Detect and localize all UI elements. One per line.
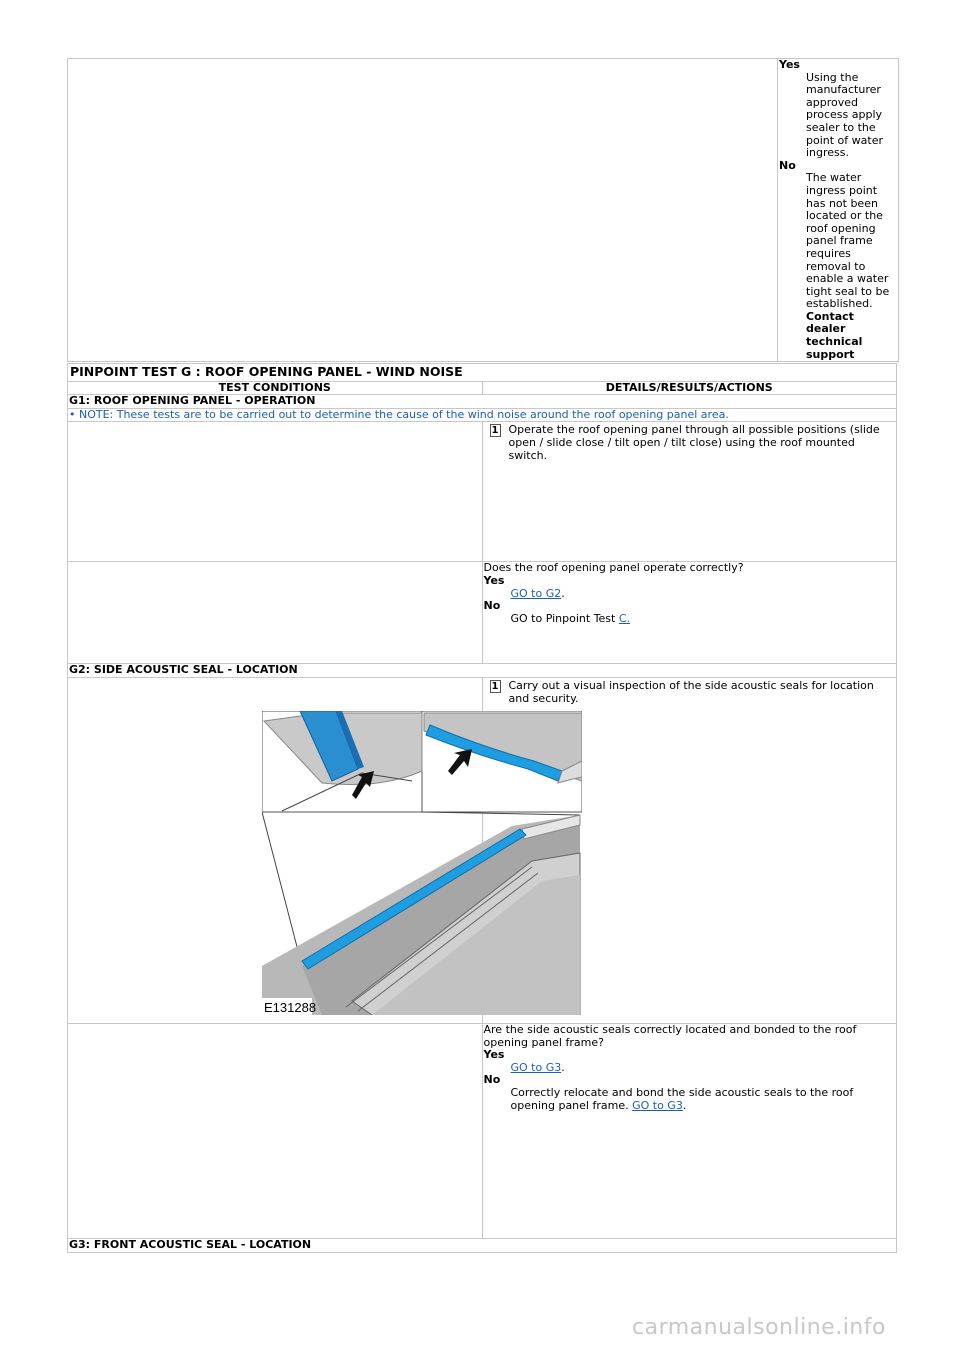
g2-no-action (484, 1087, 896, 1112)
yes-label: Yes (483, 573, 505, 587)
yes-label: Yes (483, 1048, 505, 1062)
g1-result-condition-cell (68, 562, 483, 664)
g1-result-cell (482, 562, 897, 664)
contact-dealer-text: Contact dealer technical support (806, 309, 863, 361)
previous-test-table (67, 58, 899, 362)
g3-heading: G3: FRONT ACOUSTIC SEAL - LOCATION (68, 1238, 897, 1252)
g2-question: Are the side acoustic seals correctly located and bonded to the roof opening panel frame? (483, 1022, 857, 1049)
g1-no-action (484, 613, 896, 626)
go-to-g2-link[interactable]: GO to G2 (510, 586, 562, 600)
punctuation: . (682, 1098, 687, 1112)
step-number: 1 (490, 680, 501, 693)
test-title: PINPOINT TEST G : ROOF OPENING PANEL - WIND NOISE (68, 364, 897, 382)
figure-code: E131288 (264, 1000, 317, 1015)
leader-line (262, 812, 302, 966)
g2-yes-action (484, 1062, 896, 1075)
g1-no-text: GO to Pinpoint Test (510, 611, 616, 625)
no-label: No (483, 599, 501, 613)
col-header-details-text: DETAILS/RESULTS/ACTIONS (605, 380, 773, 394)
yes-text: Using the manufacturer approved process apply sealer to the point of water ingress. (806, 70, 883, 160)
g2-result-cell (482, 1023, 897, 1238)
g1-note: • NOTE: These tests are to be carried out to determine the cause of the wind noise around the roof opening panel area. (68, 408, 897, 422)
g2-result-condition-cell (68, 1023, 483, 1238)
g1-yes-action (484, 588, 896, 601)
punctuation: . (561, 586, 565, 600)
g1-heading: G1: ROOF OPENING PANEL - OPERATION (68, 395, 897, 409)
g1-step-text: Operate the roof opening panel through all possible positions (slide open / slide close / tilt open / tilt close) using the roof mounted switch. (508, 423, 880, 462)
col-header-details (482, 381, 897, 395)
no-label: No (779, 158, 796, 172)
details-cell (778, 59, 899, 362)
step-number: 1 (490, 424, 501, 437)
g2-heading: G2: SIDE ACOUSTIC SEAL - LOCATION (68, 664, 897, 678)
g2-no-text: Correctly relocate and bond the side acoustic seals to the roof opening panel frame. (510, 1085, 854, 1112)
go-to-g3-link[interactable]: GO to G3 (510, 1060, 562, 1074)
col-header-conditions: TEST CONDITIONS (68, 381, 483, 395)
yes-label: Yes (779, 58, 800, 71)
punctuation: . (561, 1060, 565, 1074)
empty-condition-cell (68, 59, 778, 362)
pinpoint-test-c-link[interactable]: C. (618, 611, 631, 625)
no-text-body: The water ingress point has not been located or the roof opening panel frame requires removal to enable a water tight seal to be established. (806, 171, 890, 311)
side-acoustic-seal-illustration (262, 711, 582, 1015)
g1-step-condition-cell (68, 422, 483, 562)
watermark: carmanualsonline.info (632, 1315, 886, 1340)
g2-step-text: Carry out a visual inspection of the side acoustic seals for location and security. (508, 678, 874, 705)
go-to-g3-link[interactable]: GO to G3 (632, 1098, 683, 1112)
no-text (779, 172, 897, 361)
g1-step-cell (482, 422, 897, 562)
g1-question: Does the roof opening panel operate correctly? (483, 561, 744, 575)
no-label: No (483, 1073, 501, 1087)
